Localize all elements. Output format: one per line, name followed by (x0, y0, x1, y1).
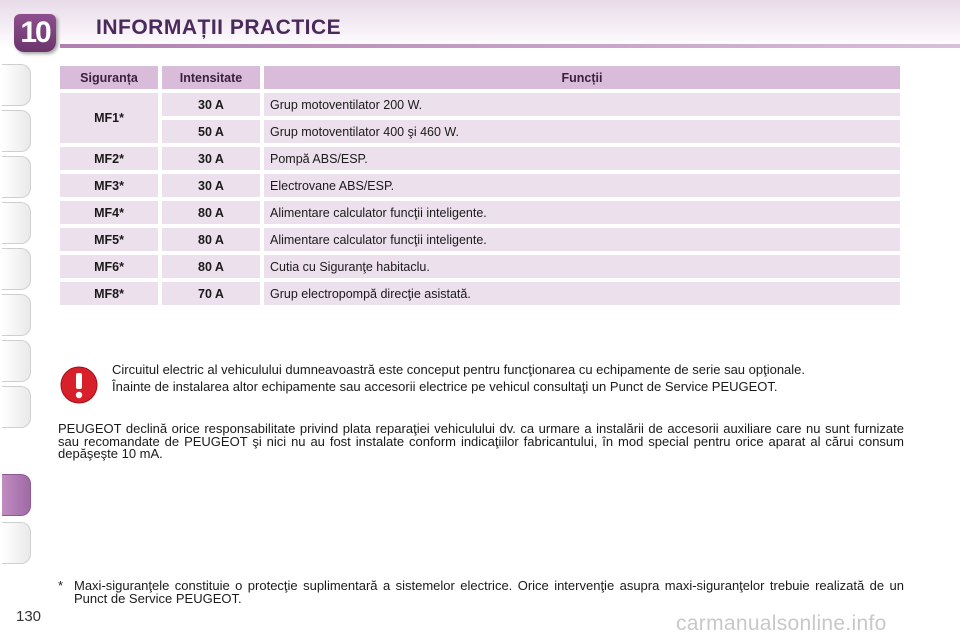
warning-box (112, 364, 904, 397)
amp-cell: 70 A (162, 282, 260, 305)
function-cell: Grup motoventilator 400 şi 460 W. (264, 120, 900, 143)
warning-paragraph: Înainte de instalarea altor echipamente sau accesorii electrice pe vehicul consultaţi un Punct de Service PEUGEOT. (112, 378, 778, 394)
section-tab[interactable] (2, 64, 31, 106)
section-tab[interactable] (2, 156, 31, 198)
section-tab[interactable] (2, 386, 31, 428)
fuse-cell: MF1* (60, 93, 158, 143)
fuse-cell: MF4* (60, 201, 158, 224)
page-title: INFORMAȚII PRACTICE (96, 16, 342, 39)
fuse-cell: MF3* (60, 174, 158, 197)
footnote (58, 579, 904, 605)
header-rule (60, 44, 960, 48)
footnote-marker: * (58, 578, 64, 593)
page-number: 130 (16, 608, 42, 625)
section-tab[interactable] (2, 340, 31, 382)
section-tab-strip (0, 64, 32, 574)
column-header-intensity: Intensitate (162, 66, 260, 89)
amp-cell: 80 A (162, 255, 260, 278)
section-tab[interactable] (2, 202, 31, 244)
amp-cell: 80 A (162, 228, 260, 251)
fuse-cell: MF6* (60, 255, 158, 278)
table-row (60, 147, 900, 170)
function-cell: Electrovane ABS/ESP. (264, 174, 900, 197)
table-row (60, 282, 900, 305)
table-row (60, 93, 900, 116)
watermark: carmanualsonline.info (676, 612, 887, 635)
function-cell: Alimentare calculator funcţii inteligente. (264, 228, 900, 251)
footnote-text: Maxi-siguranţele constituie o protecţie suplimentară a sistemelor electrice. Orice intervenţie asupra maxi-siguranţelor trebuie realizată de un Punct de Service PEUGEOT. (74, 578, 904, 606)
function-cell: Pompă ABS/ESP. (264, 147, 900, 170)
function-cell: Grup electropompă direcţie asistată. (264, 282, 900, 305)
function-cell: Grup motoventilator 200 W. (264, 93, 900, 116)
function-cell: Alimentare calculator funcţii inteligente. (264, 201, 900, 224)
amp-cell: 30 A (162, 147, 260, 170)
warning-paragraph: Circuitul electric al vehiculului dumneavoastră este conceput pentru funcţionarea cu echipamente de serie sau opţionale. (112, 362, 806, 377)
fuse-cell: MF5* (60, 228, 158, 251)
table-row (60, 174, 900, 197)
chapter-badge: 10 (14, 14, 56, 52)
section-tab[interactable] (2, 110, 31, 152)
section-tab-active[interactable] (2, 474, 31, 516)
table-row (60, 255, 900, 278)
disclaimer-text: PEUGEOT declină orice responsabilitate privind plata reparaţiei vehiculului dv. ca urmare a instalării de accesorii auxiliare care nu sunt furnizate sau recomandate de PEUGEOT şi nici nu au fost instalate conform indicaţiilor fabricantului, în mod special pentru orice aparat al cărui consum depăşeşte 10 mA. (58, 421, 904, 461)
fuse-table (56, 62, 904, 309)
function-cell: Cutia cu Siguranţe habitaclu. (264, 255, 900, 278)
table-row (60, 120, 900, 143)
fuse-cell: MF8* (60, 282, 158, 305)
section-tab[interactable] (2, 248, 31, 290)
fuse-cell: MF2* (60, 147, 158, 170)
section-tab[interactable] (2, 522, 31, 564)
exclamation-circle-icon (60, 366, 98, 404)
amp-cell: 80 A (162, 201, 260, 224)
amp-cell: 50 A (162, 120, 260, 143)
amp-cell: 30 A (162, 174, 260, 197)
table-row (60, 228, 900, 251)
amp-cell: 30 A (162, 93, 260, 116)
table-header-row (60, 66, 900, 89)
table-row (60, 201, 900, 224)
column-header-fuse: Siguranța (60, 66, 158, 89)
column-header-functions: Funcții (264, 66, 900, 89)
section-tab[interactable] (2, 294, 31, 336)
